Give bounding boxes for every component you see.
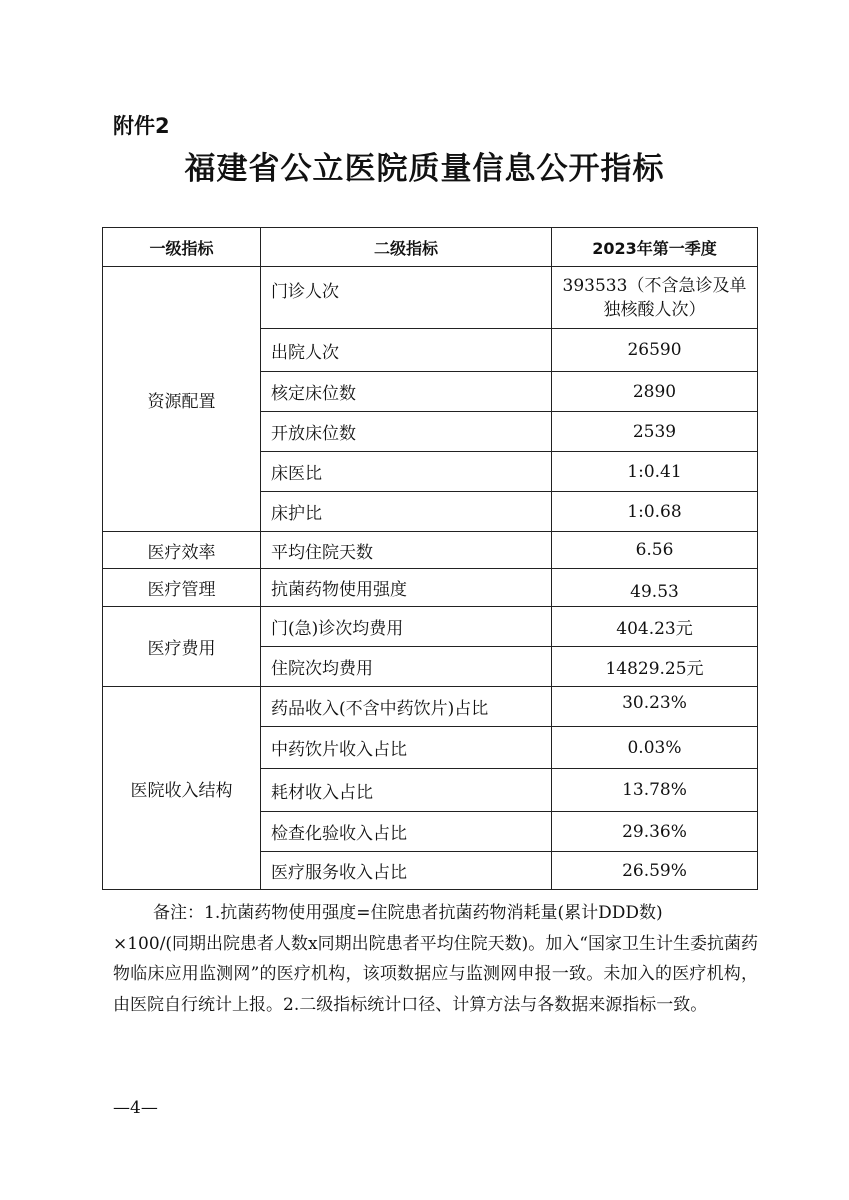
indicator-cell: 床医比	[261, 452, 552, 492]
indicator-cell: 耗材收入占比	[261, 769, 552, 812]
value-cell: 26.59%	[552, 852, 758, 890]
table-header-row	[103, 228, 758, 267]
table-row	[103, 267, 758, 329]
indicator-cell: 医疗服务收入占比	[261, 852, 552, 890]
footnote-first-line: 备注：1.抗菌药物使用强度=住院患者抗菌药物消耗量(累计DDD数)	[153, 903, 663, 923]
table-row	[103, 607, 758, 647]
table-row	[103, 687, 758, 727]
value-cell: 393533（不含急诊及单独核酸人次）	[552, 267, 758, 329]
value-cell: 2539	[552, 412, 758, 452]
header-period: 2023年第一季度	[552, 228, 758, 267]
indicator-cell: 门(急)诊次均费用	[261, 607, 552, 647]
table-row	[103, 569, 758, 607]
value-cell: 6.56	[552, 532, 758, 569]
page-title: 福建省公立医院质量信息公开指标	[184, 151, 665, 187]
category-cell: 资源配置	[103, 267, 261, 532]
footnote	[113, 898, 758, 1020]
indicator-cell: 床护比	[261, 492, 552, 532]
indicator-cell: 平均住院天数	[261, 532, 552, 569]
value-cell: 29.36%	[552, 812, 758, 852]
value-cell: 49.53	[552, 569, 758, 607]
category-cell: 医疗效率	[103, 532, 261, 569]
header-level-1: 一级指标	[103, 228, 261, 267]
table-row	[103, 532, 758, 569]
indicator-cell: 中药饮片收入占比	[261, 727, 552, 769]
category-cell: 医院收入结构	[103, 687, 261, 890]
value-cell: 14829.25元	[552, 647, 758, 687]
indicator-cell: 药品收入(不含中药饮片)占比	[261, 687, 552, 727]
value-cell: 13.78%	[552, 769, 758, 812]
indicator-cell: 检查化验收入占比	[261, 812, 552, 852]
header-level-2: 二级指标	[261, 228, 552, 267]
value-cell: 2890	[552, 372, 758, 412]
footnote-body: ×100/(同期出院患者人数x同期出院患者平均住院天数)。加入“国家卫生计生委抗菌药物临床应用监测网”的医疗机构，该项数据应与监测网申报一致。未加入的医疗机构，由医院自行统计上报。2.二级指标统计口径、计算方法与各数据来源指标一致。	[113, 933, 758, 1015]
indicator-cell: 开放床位数	[261, 412, 552, 452]
indicator-cell: 住院次均费用	[261, 647, 552, 687]
value-cell: 26590	[552, 329, 758, 372]
indicator-table	[102, 227, 758, 890]
value-cell: 404.23元	[552, 607, 758, 647]
value-cell: 0.03%	[552, 727, 758, 769]
indicator-cell: 门诊人次	[261, 267, 552, 329]
indicator-cell: 核定床位数	[261, 372, 552, 412]
attachment-label: 附件2	[113, 114, 170, 138]
category-cell: 医疗费用	[103, 607, 261, 687]
value-cell: 1:0.41	[552, 452, 758, 492]
value-cell: 30.23%	[552, 687, 758, 727]
indicator-cell: 出院人次	[261, 329, 552, 372]
value-cell: 1:0.68	[552, 492, 758, 532]
page-number: —4—	[113, 1098, 158, 1118]
indicator-cell: 抗菌药物使用强度	[261, 569, 552, 607]
category-cell: 医疗管理	[103, 569, 261, 607]
